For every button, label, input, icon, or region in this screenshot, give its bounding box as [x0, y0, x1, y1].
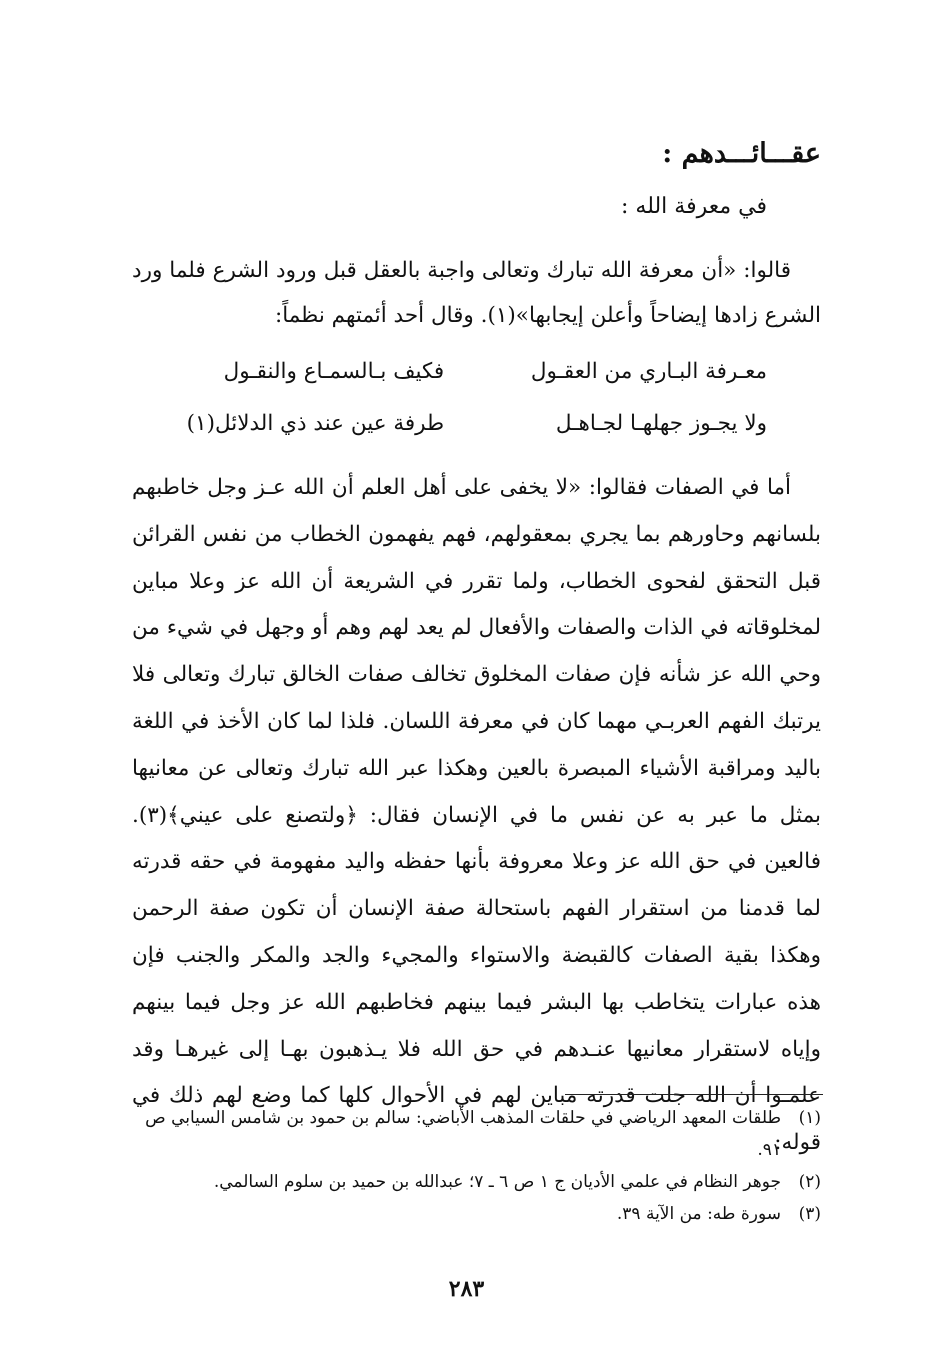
- footnote-text: طلقات المعهد الرياضي في حلقات المذهب الأباضي: سالم بن حمود بن شامس السيابي ص ٩١.: [145, 1108, 781, 1160]
- footnote-number: (٢): [798, 1172, 821, 1192]
- verse-second-hemistich: فكيف بـالسمـاع والنقـول: [223, 359, 445, 384]
- subsection-heading: في معرفة الله :: [621, 194, 767, 219]
- footnote-text: جوهر النظام في علمي الأديان ج ١ ص ٦ ـ ٧؛ عبدالله بن حميد بن سلوم السالمي.: [213, 1172, 781, 1192]
- footnotes: [132, 1102, 821, 1230]
- paragraph-knowledge-of-god: قالوا: «أن معرفة الله تبارك وتعالى واجبة بالعقل قبل ورود الشرع فلما ورد الشرع زادها إيضاحاً وأعلن إيجابها»(١). وقال أحد أئمتهم نظماً:: [132, 258, 821, 328]
- footnote-number: (١): [798, 1108, 821, 1128]
- poem-verses: [180, 346, 767, 450]
- poem-verse: [180, 346, 767, 398]
- verse-first-hemistich: معـرفة البـاري من العقـول: [530, 359, 767, 384]
- section-heading: عقـــائـــدهم :: [662, 138, 821, 169]
- footnote-item: [132, 1102, 821, 1166]
- footnote-divider: [565, 1094, 823, 1095]
- page-number: ٢٨٣: [448, 1276, 485, 1302]
- footnote-item: [132, 1198, 821, 1230]
- footnote-item: [132, 1166, 821, 1198]
- poem-verse: [180, 398, 767, 450]
- footnote-text: سورة طه: من الآية ٣٩.: [616, 1204, 781, 1224]
- verse-second-hemistich: طرفة عين عند ذي الدلائل(١): [186, 411, 445, 436]
- footnote-number: (٣): [798, 1204, 821, 1224]
- verse-first-hemistich: ولا يجـوز جهلهـا لجـاهـل: [555, 411, 767, 436]
- paragraph-attributes: أما في الصفات فقالوا: «لا يخفى على أهل العلم أن الله عـز وجل خاطبهم بلسانهم وحاورهم بما يجري بمعقولهم، فهم يفهمون الخطاب من نفس القرائن قبل التحقق لفحوى الخطاب، ولما تقرر في الشريعة أن الله عز وعلا مباين لمخلوقاته في الذات والصفات والأفعال لم يعد لهم وهم أو وجهل في شيء من وحي الله عز شأنه فإن صفات المخلوق تخالف صفات الخالق تبارك وتعالى فلا يرتبك الفهم العربـي مهما كان في معرفة اللسان. فلذا لما كان الأخذ في اللغة باليد ومراقبة الأشياء المبصرة بالعين وهكذا عبر الله تبارك وتعالى عن معانيها بمثل ما عبر به عن نفس ما في الإنسان فقال: ﴿ولتصنع على عيني﴾(٣). فالعين في حق الله عز وعلا معروفة بأنها حفظه واليد مفهومة في حقه قدرته لما قدمنا من استقرار الفهم باستحالة صفة الإنسان أن تكون صفة الرحمن وهكذا بقية الصفات كالقبضة والاستواء والمجيء والجد والمكر والجنب فإن هذه عبارات يتخاطب بها البشر فيما بينهم فخاطبهم الله عز وجل فيما بينهم وإياه لاستقرار معانيها عنـدهم في حق الله فلا يـذهبون بهـا إلى غيرهـا وقد علمـوا أن الله جلت قدرته مباين لهم في الأحوال كلها كما وضع لهم ذلك في قوله:: [132, 475, 821, 1156]
